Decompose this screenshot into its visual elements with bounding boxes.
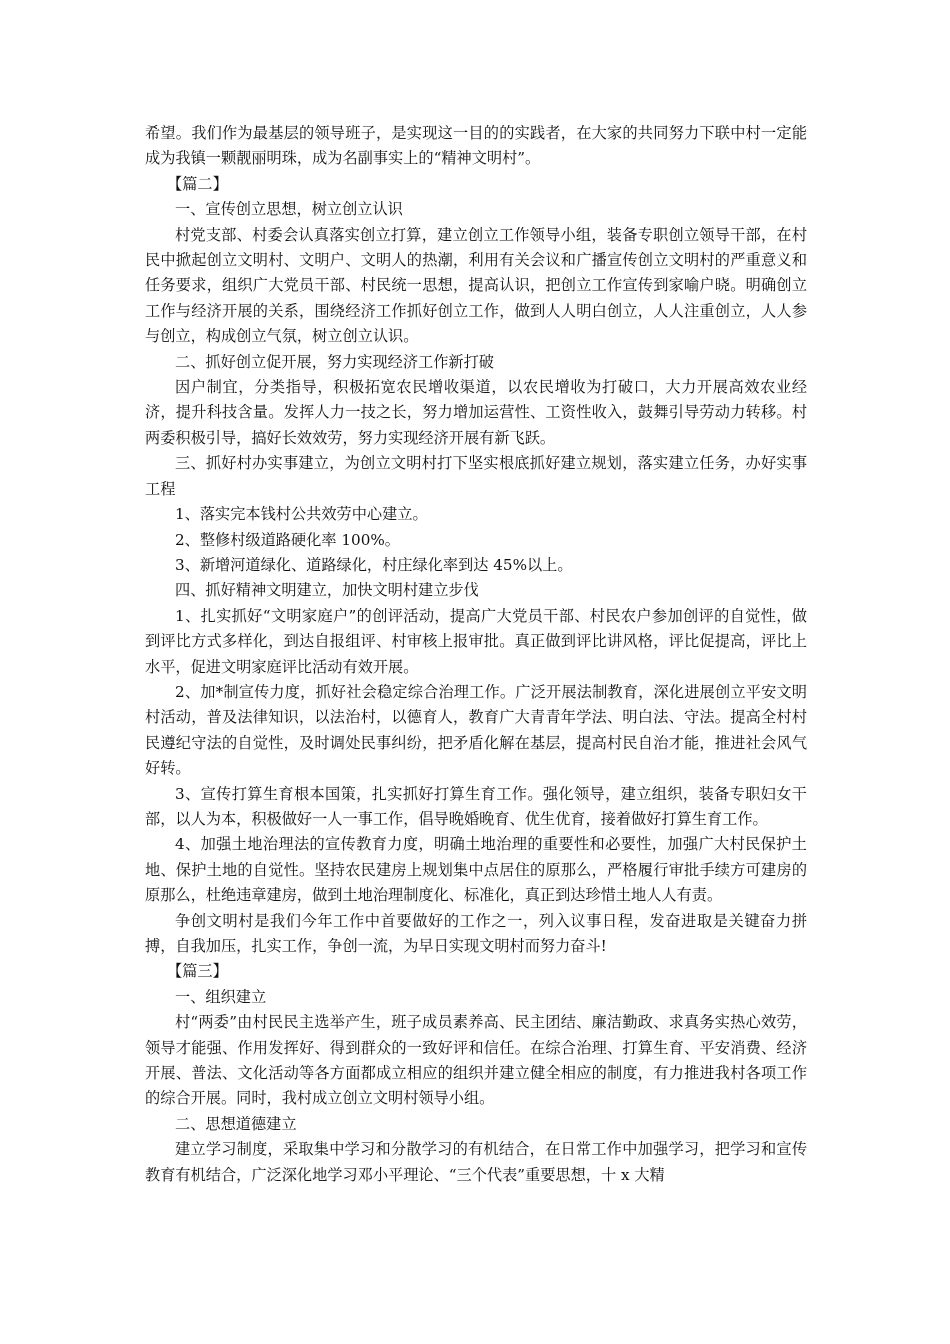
section-title-part-three: 【篇三】 (167, 962, 228, 981)
paragraph-conclusion: 争创文明村是我们今年工作中首要做好的工作之一，列入议事日程，发奋进取是关键奋力拼搏，自我加压，扎实工作，争创一流，为早日实现文明村而努力奋斗! (145, 911, 807, 955)
paragraph-organization: 村“两委”由村民民主选举产生，班子成员素养高、民主团结、廉洁勤政、求真务实热心效劳，领导才能强、作用发挥好、得到群众的一致好评和信任。在综合治理、打算生育、平安消费、经济开展、普法、文化活动等各方面都成立相应的组织并建立健全相应的制度，有力推进我村各项工作的综合开展。同时，我村成立创立文明村领导小组。 (145, 1013, 807, 1108)
heading-spiritual-civilization: 四、抓好精神文明建立，加快文明村建立步伐 (175, 581, 479, 600)
paragraph-land-management: 4、加强土地治理法的宣传教育力度，明确土地治理的重要性和必要性，加强广大村民保护土地、保护土地的自觉性。坚持农民建房上规划集中点居住的原那么，严格履行审批手续方可建房的原那么，杜绝违章建房，做到土地治理制度化、标准化，真正到达珍惜土地人人有责。 (145, 835, 807, 905)
paragraph-promote-ideas: 村党支部、村委会认真落实创立打算，建立创立工作领导小组，装备专职创立领导干部，在村民中掀起创立文明村、文明户、文明人的热潮，利用有关会议和广播宣传创立文明村的严重意义和任务要求，组织广大党员干部、村民统一思想，提高认识，把创立工作宣传到家喻户晓。明确创立工作与经济开展的关系，围绕经济工作抓好创立工作，做到人人明白创立，人人注重创立，人人参与创立，构成创立气氛，树立创立认识。 (145, 225, 807, 346)
paragraph-civilized-families: 1、扎实抓好“文明家庭户”的创评活动，提高广大党员干部、村民农户参加创评的自觉性，做到评比方式多样化，到达自报组评、村审核上报审批。真正做到评比讲风格，评比促提高，评比上水平，促进文明家庭评比活动有效开展。 (145, 606, 807, 676)
section-title-part-two: 【篇二】 (167, 174, 228, 193)
list-item-service-center: 1、落实完本钱村公共效劳中心建立。 (175, 505, 428, 524)
heading-promote-ideas: 一、宣传创立思想，树立创立认识 (175, 200, 403, 219)
paragraph-family-planning: 3、宣传打算生育根本国策，扎实抓好打算生育工作。强化领导，建立组织，装备专职妇女干部，以人为本，积极做好一人一事工作，倡导晚婚晚育、优生优育，接着做好打算生育工作。 (145, 784, 807, 828)
paragraph-practical-projects: 三、抓好村办实事建立，为创立文明村打下坚实根底抓好建立规划，落实建立任务，办好实事工程 (145, 454, 807, 498)
paragraph-moral-construction: 建立学习制度，采取集中学习和分散学习的有机结合，在日常工作中加强学习，把学习和宣传教育有机结合，广泛深化地学习邓小平理论、“三个代表”重要思想，十 x 大精 (145, 1140, 807, 1184)
paragraph-legal-publicity: 2、加*制宣传力度，抓好社会稳定综合治理工作。广泛开展法制教育，深化进展创立平安文明村活动，普及法律知识，以法治村，以德育人，教育广大青青年学法、明白法、守法。提高全村村民遵纪守法的自觉性，及时调处民事纠纷，把矛盾化解在基层，提高村民自治才能，推进社会风气好转。 (145, 682, 807, 778)
document-page (145, 121, 807, 1188)
heading-economic-development: 二、抓好创立促开展，努力实现经济工作新打破 (175, 352, 494, 371)
paragraph-intro-continuation: 希望。我们作为最基层的领导班子，是实现这一目的的实践者，在大家的共同努力下联中村一定能成为我镇一颗靓丽明珠，成为名副事实上的“精神文明村”。 (145, 124, 807, 168)
heading-organization: 一、组织建立 (175, 987, 267, 1006)
list-item-road-hardening: 2、整修村级道路硬化率 100%。 (175, 530, 400, 549)
paragraph-economic-development: 因户制宜，分类指导，积极拓宽农民增收渠道，以农民增收为打破口，大力开展高效农业经济，提升科技含量。发挥人力一技之长，努力增加运营性、工资性收入，鼓舞引导劳动力转移。村两委积极引导，搞好长效效劳，努力实现经济开展有新飞跃。 (145, 378, 807, 447)
list-item-greening: 3、新增河道绿化、道路绿化，村庄绿化率到达 45%以上。 (175, 555, 573, 574)
heading-moral-construction: 二、思想道德建立 (175, 1114, 297, 1133)
